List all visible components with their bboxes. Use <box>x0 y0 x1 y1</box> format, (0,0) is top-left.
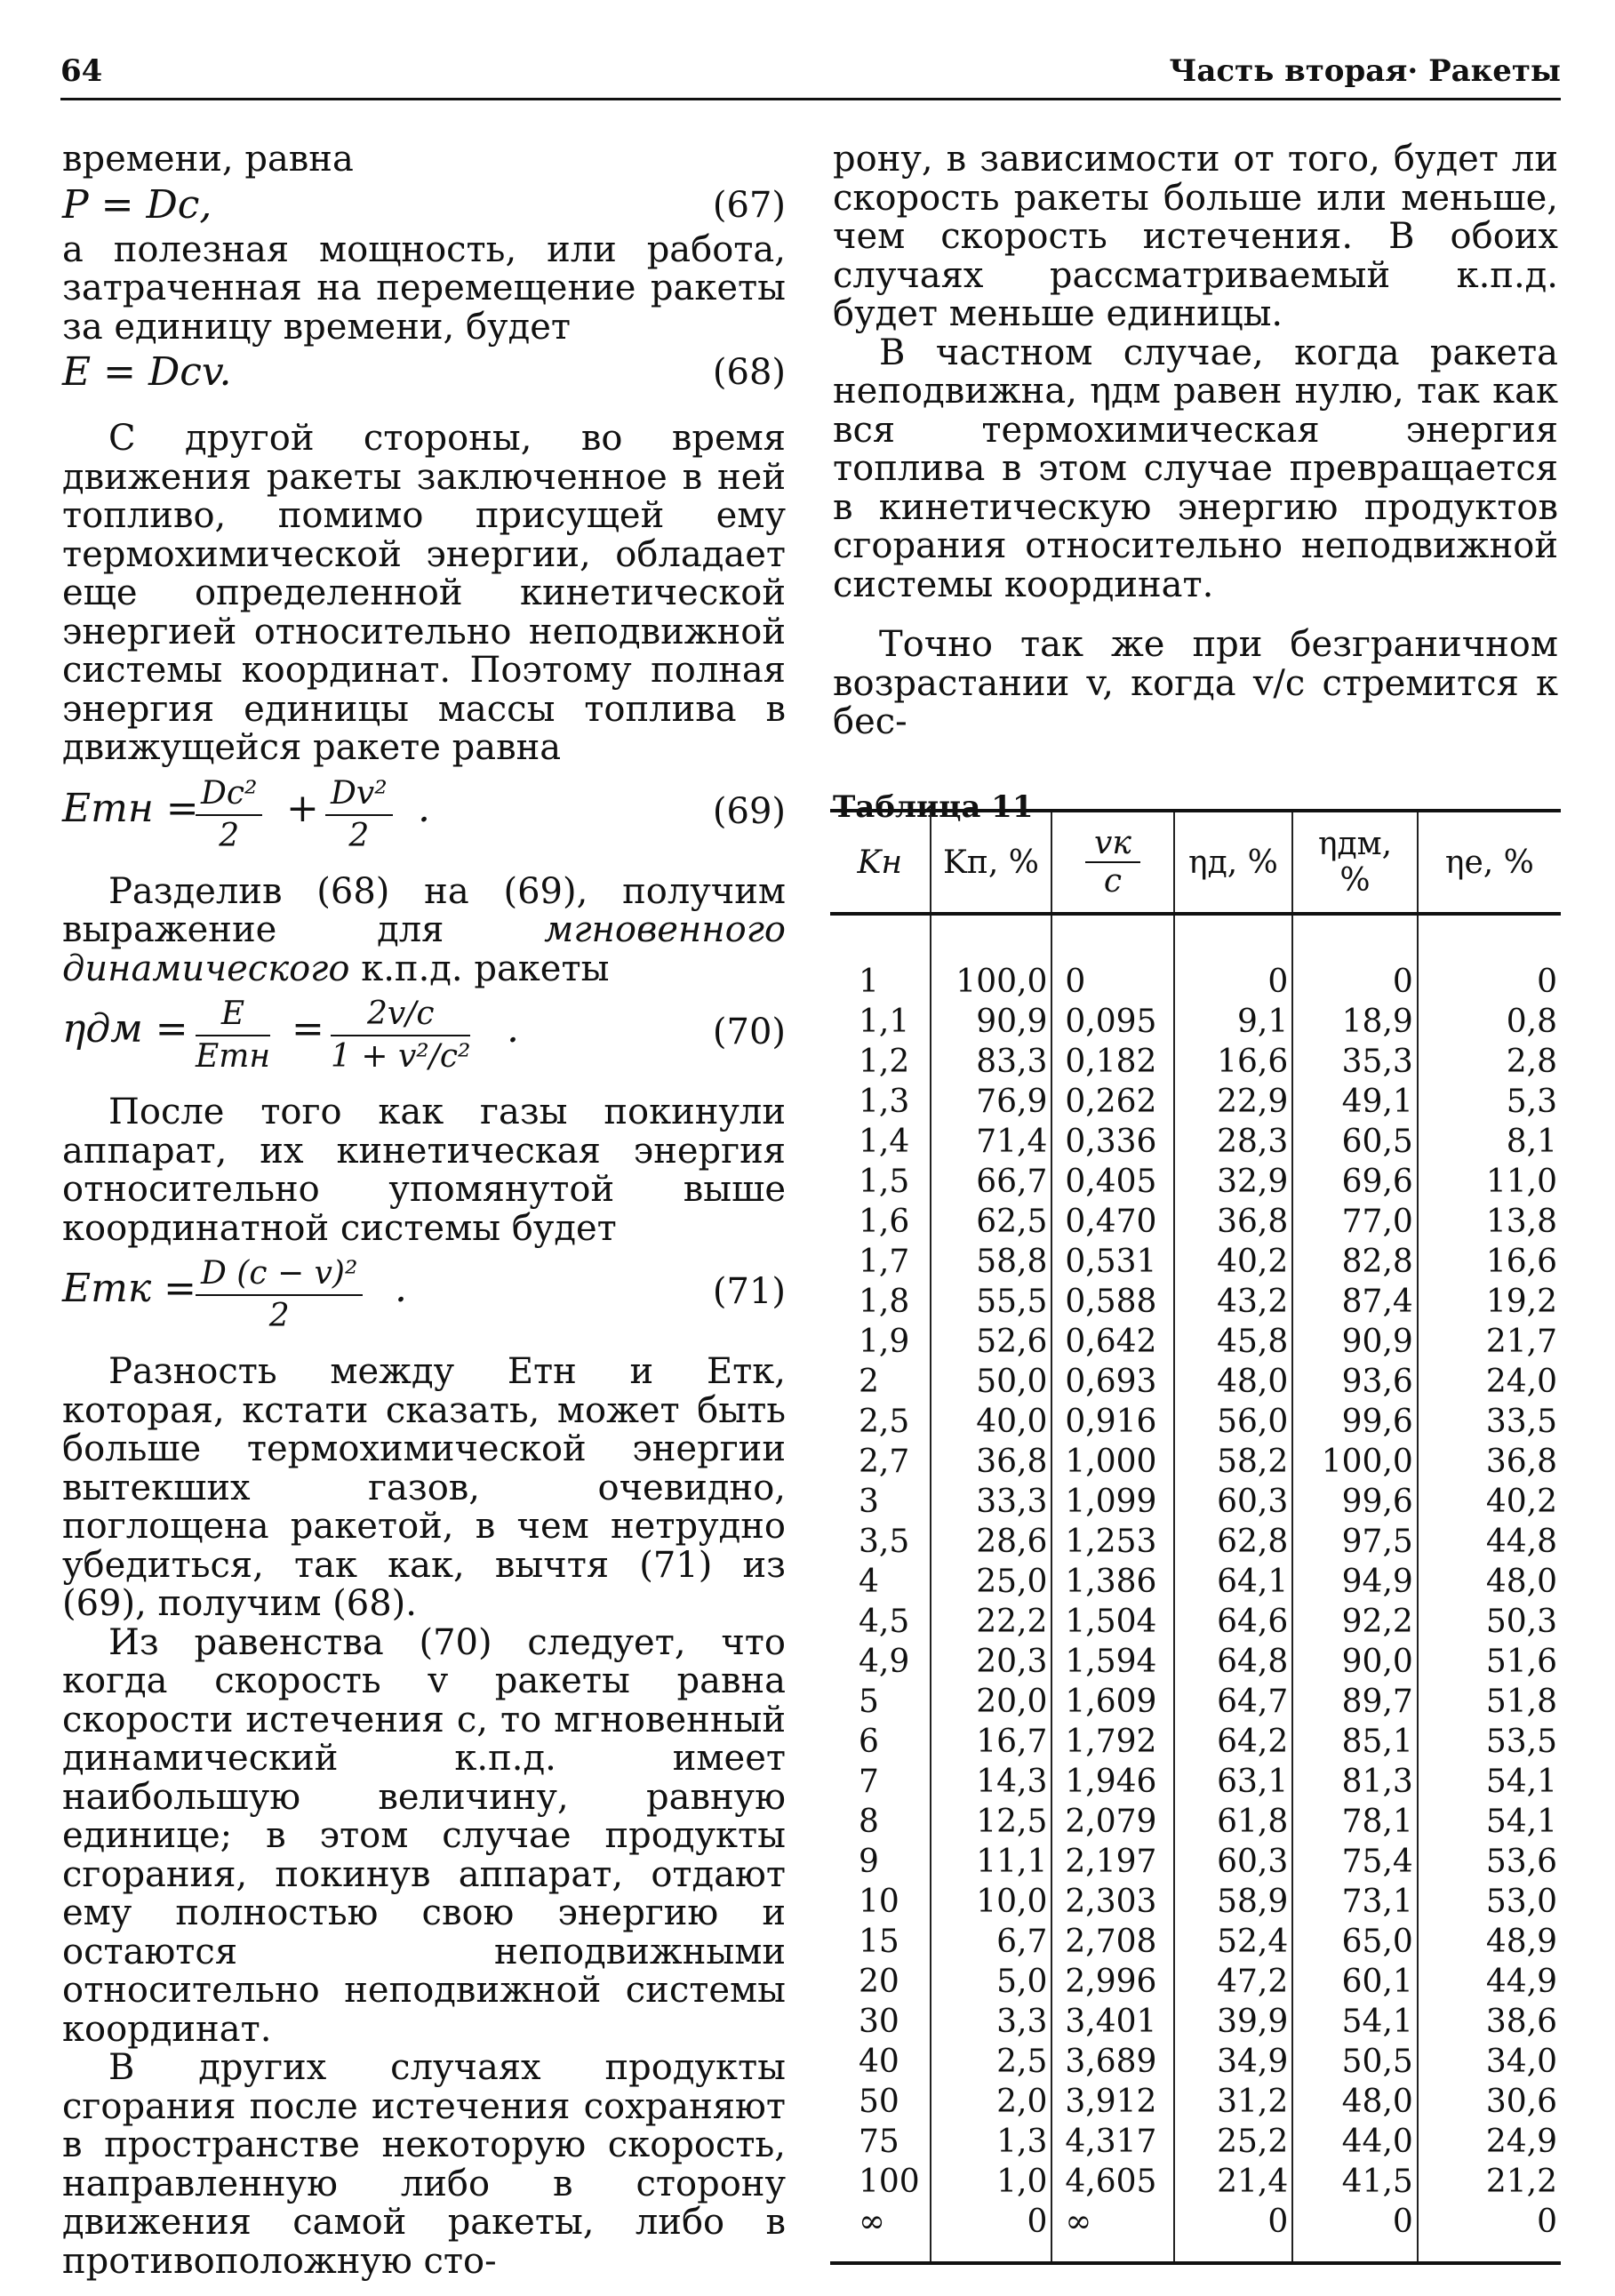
table-cell: 19,2 <box>1418 1282 1561 1322</box>
table-cell: 99,6 <box>1292 1402 1418 1442</box>
table-cell: 54,1 <box>1292 2002 1418 2042</box>
table-row <box>830 2082 1561 2122</box>
table-row <box>830 1922 1561 1962</box>
table-row <box>830 1202 1561 1242</box>
table-cell: 0 <box>1174 2202 1293 2263</box>
table-row <box>830 1962 1561 2002</box>
table-row <box>830 2042 1561 2082</box>
table-cell: 1,2 <box>859 1044 910 1080</box>
left-column <box>62 140 786 2281</box>
table-cell: 40,0 <box>931 1402 1052 1442</box>
paragraph: а полезная мощность, или работа, затраченная на перемещение ракеты за единицу времени, будет <box>62 228 786 348</box>
table-cell: 20,0 <box>931 1682 1052 1722</box>
table-cell: 90,9 <box>1292 1322 1418 1362</box>
table-cell: 64,6 <box>1174 1602 1293 1642</box>
table-cell: 63,1 <box>1174 1762 1293 1802</box>
table-row <box>830 1882 1561 1922</box>
table-cell: 15 <box>859 1924 899 1960</box>
table-cell: 76,9 <box>931 1082 1052 1122</box>
table-cell: 0,262 <box>1051 1082 1173 1122</box>
table-cell: 41,5 <box>1292 2162 1418 2202</box>
table-cell: 40 <box>859 2044 899 2080</box>
equation-number: (67) <box>712 184 786 226</box>
table-cell: 60,1 <box>1292 1962 1418 2002</box>
table-cell: 0,405 <box>1051 1162 1173 1202</box>
table-cell: 16,7 <box>931 1722 1052 1762</box>
paragraph: времени, равна <box>62 139 354 180</box>
table-row <box>830 1722 1561 1762</box>
equation-68 <box>62 347 786 398</box>
table-cell: 28,6 <box>931 1522 1052 1562</box>
table-cell: 5,3 <box>1418 1082 1561 1122</box>
table-cell: 1,5 <box>859 1164 910 1200</box>
table-cell: 2,708 <box>1051 1922 1173 1962</box>
equation-70 <box>62 988 786 1093</box>
table-cell: 51,8 <box>1418 1682 1561 1722</box>
table-cell: 50,0 <box>931 1362 1052 1402</box>
table-cell: 28,3 <box>1174 1122 1293 1162</box>
table-cell: 75,4 <box>1292 1842 1418 1882</box>
table-cell: 2,303 <box>1051 1882 1173 1922</box>
table-cell: 25,2 <box>1174 2122 1293 2162</box>
table-cell: 2,996 <box>1051 1962 1173 2002</box>
table-cell: 44,0 <box>1292 2122 1418 2162</box>
table-cell: 0 <box>1292 914 1418 1002</box>
equation-67 <box>62 180 786 231</box>
table-cell: 1,594 <box>1051 1642 1173 1682</box>
table-cell: 25,0 <box>931 1562 1052 1602</box>
table-row <box>830 1642 1561 1682</box>
table-cell: 71,4 <box>931 1122 1052 1162</box>
table-cell: 36,8 <box>1418 1442 1561 1482</box>
table-cell: 4 <box>859 1564 879 1600</box>
table-cell: 49,1 <box>1292 1082 1418 1122</box>
table-cell: 10,0 <box>931 1882 1052 1922</box>
table-cell: 78,1 <box>1292 1802 1418 1842</box>
table-cell: 2,197 <box>1051 1842 1173 1882</box>
table-cell: 55,5 <box>931 1282 1052 1322</box>
table-cell: 90,9 <box>931 1002 1052 1042</box>
table-cell: 2,079 <box>1051 1802 1173 1842</box>
table-row <box>830 1042 1561 1082</box>
text: Разделив (68) на (69), получим выражение для <box>62 870 786 950</box>
page-number: 64 <box>60 53 103 89</box>
header-line: ηдм, <box>1317 826 1393 862</box>
table-cell: 16,6 <box>1418 1242 1561 1282</box>
equals-sign: = <box>292 1006 324 1052</box>
table-cell: 58,2 <box>1174 1442 1293 1482</box>
paragraph: В частном случае, когда ракета неподвижна, ηдм равен нулю, так как вся термохимическая энергия топлива в этом случае превращается в кинетическую энергию продуктов сгорания относительно неподвижной системы координат. <box>833 332 1558 605</box>
table-cell: 54,1 <box>1418 1802 1561 1842</box>
emphasis: мгновенного динамического <box>62 909 786 989</box>
table-cell: 0 <box>1051 914 1173 1002</box>
table-cell: 2,5 <box>859 1404 910 1440</box>
table-cell: 11,0 <box>1418 1162 1561 1202</box>
table-header-row <box>830 811 1561 914</box>
table-cell: 0 <box>931 2202 1052 2263</box>
table-row <box>830 1562 1561 1602</box>
table-cell: 22,2 <box>931 1602 1052 1642</box>
table-cell: 6 <box>859 1724 879 1760</box>
table-cell: 0,916 <box>1051 1402 1173 1442</box>
table-cell: 1,8 <box>859 1284 910 1320</box>
table-cell: 0,470 <box>1051 1202 1173 1242</box>
table-cell: 13,8 <box>1418 1202 1561 1242</box>
table-cell: 53,6 <box>1418 1842 1561 1882</box>
right-column <box>833 140 1558 827</box>
table-row <box>830 1482 1561 1522</box>
table-cell: 33,3 <box>931 1482 1052 1522</box>
equation-number: (71) <box>712 1271 786 1312</box>
table-row <box>830 1802 1561 1842</box>
table-cell: 73,1 <box>1292 1882 1418 1922</box>
table-cell: 97,5 <box>1292 1522 1418 1562</box>
denominator: 2 <box>348 817 370 854</box>
table-row <box>830 1442 1561 1482</box>
numerator: E <box>196 994 270 1036</box>
table-cell: 3,912 <box>1051 2082 1173 2122</box>
table-cell: 21,4 <box>1174 2162 1293 2202</box>
table-cell: 3,689 <box>1051 2042 1173 2082</box>
equation-number: (68) <box>712 352 786 393</box>
table-cell: 24,0 <box>1418 1362 1561 1402</box>
table-cell: 0 <box>1292 2202 1418 2263</box>
period: . <box>395 1266 407 1311</box>
table-cell: 58,8 <box>931 1242 1052 1282</box>
table-cell: 77,0 <box>1292 1202 1418 1242</box>
table-cell: 32,9 <box>1174 1162 1293 1202</box>
table-cell: 75 <box>859 2124 899 2160</box>
paragraph: В других случаях продукты сгорания после истечения сохраняют в пространстве некоторую скорость, направленную либо в сторону движения самой ракеты, либо в противоположную сто- <box>62 2047 786 2282</box>
table-cell: 64,1 <box>1174 1562 1293 1602</box>
table-cell: 85,1 <box>1292 1722 1418 1762</box>
equation-71 <box>62 1248 786 1353</box>
table-cell: 1,386 <box>1051 1562 1173 1602</box>
table-row <box>830 1122 1561 1162</box>
table-cell: 64,2 <box>1174 1722 1293 1762</box>
table-cell: 24,9 <box>1418 2122 1561 2162</box>
table-row <box>830 1762 1561 1802</box>
col-header-eta-d: ηд, % <box>1174 811 1293 914</box>
table-cell: 52,4 <box>1174 1922 1293 1962</box>
table-cell: 48,9 <box>1418 1922 1561 1962</box>
table-cell: 94,9 <box>1292 1562 1418 1602</box>
table-cell: 48,0 <box>1174 1362 1293 1402</box>
table-cell: 10 <box>859 1884 899 1920</box>
table-row <box>830 1162 1561 1202</box>
header-numerator: vк <box>1085 825 1140 863</box>
denominator: 2 <box>219 817 240 854</box>
table-cell: 2,0 <box>931 2082 1052 2122</box>
table-cell: 44,9 <box>1418 1962 1561 2002</box>
table-cell: 21,7 <box>1418 1322 1561 1362</box>
table-cell: 1 <box>859 964 879 1000</box>
col-header-eta-dm <box>1292 811 1418 914</box>
table-row <box>830 1522 1561 1562</box>
table-cell: 8 <box>859 1804 879 1840</box>
table-cell: 35,3 <box>1292 1042 1418 1082</box>
table-cell: 0,588 <box>1051 1282 1173 1322</box>
table-cell: 31,2 <box>1174 2082 1293 2122</box>
col-header-eta-e: ηe, % <box>1418 811 1561 914</box>
table-cell: 2,8 <box>1418 1042 1561 1082</box>
table-cell: 52,6 <box>931 1322 1052 1362</box>
table-cell: 2,7 <box>859 1444 910 1480</box>
table-cell: 62,5 <box>931 1202 1052 1242</box>
equation-lhs: Eтк = <box>62 1266 196 1311</box>
equation-number: (70) <box>712 1012 786 1052</box>
fraction <box>331 994 470 1077</box>
table-cell: 60,3 <box>1174 1842 1293 1882</box>
table-row <box>830 1362 1561 1402</box>
table-cell: 1,1 <box>859 1004 910 1040</box>
table-cell: 33,5 <box>1418 1402 1561 1442</box>
equation-69 <box>62 768 786 873</box>
table-cell: 90,0 <box>1292 1642 1418 1682</box>
paragraph <box>62 870 786 989</box>
table-cell: 66,7 <box>931 1162 1052 1202</box>
table-cell: 30 <box>859 2004 899 2040</box>
table-cell: 1,7 <box>859 1244 910 1280</box>
table-cell: 8,1 <box>1418 1122 1561 1162</box>
table-cell: 1,000 <box>1051 1442 1173 1482</box>
table-cell: 30,6 <box>1418 2082 1561 2122</box>
table-cell: 12,5 <box>931 1802 1052 1842</box>
table-cell: 1,946 <box>1051 1762 1173 1802</box>
col-header-vk-c <box>1051 811 1173 914</box>
table-cell: 34,9 <box>1174 2042 1293 2082</box>
table-cell: 99,6 <box>1292 1482 1418 1522</box>
fraction <box>196 994 270 1077</box>
table-cell: 40,2 <box>1418 1482 1561 1522</box>
table-cell: 9 <box>859 1844 879 1880</box>
table-cell: 93,6 <box>1292 1362 1418 1402</box>
numerator: 2v/c <box>331 994 470 1036</box>
table-cell: 0,8 <box>1418 1002 1561 1042</box>
table-cell: ∞ <box>1051 2202 1173 2263</box>
table-row <box>830 2202 1561 2263</box>
table-cell: 58,9 <box>1174 1882 1293 1922</box>
table-cell: 34,0 <box>1418 2042 1561 2082</box>
numerator: D (c − v)² <box>196 1253 363 1296</box>
text: к.п.д. ракеты <box>361 948 610 989</box>
table-cell: 14,3 <box>931 1762 1052 1802</box>
table-cell: 3,3 <box>931 2002 1052 2042</box>
table-cell: 53,0 <box>1418 1882 1561 1922</box>
table-cell: 0,336 <box>1051 1122 1173 1162</box>
table-cell: 1,253 <box>1051 1522 1173 1562</box>
table-cell: 0,095 <box>1051 1002 1173 1042</box>
col-header-kp: Kп, % <box>931 811 1052 914</box>
table-cell: 39,9 <box>1174 2002 1293 2042</box>
table-cell: 100,0 <box>1292 1442 1418 1482</box>
table-cell: 11,1 <box>931 1842 1052 1882</box>
table-cell: 69,6 <box>1292 1162 1418 1202</box>
table-row <box>830 1602 1561 1642</box>
table-cell: 4,9 <box>859 1644 910 1680</box>
table-row <box>830 914 1561 1002</box>
equation-body: E = Dcv. <box>62 349 232 395</box>
table-cell: 18,9 <box>1292 1002 1418 1042</box>
header-denominator: c <box>1103 863 1123 900</box>
table-cell: 92,2 <box>1292 1602 1418 1642</box>
table-cell: 48,0 <box>1418 1562 1561 1602</box>
table-cell: 0,642 <box>1051 1322 1173 1362</box>
plus-sign: + <box>286 785 319 831</box>
table-cell: 100 <box>859 2164 920 2200</box>
table-cell: 7 <box>859 1764 879 1800</box>
table-cell: 62,8 <box>1174 1522 1293 1562</box>
data-table <box>830 809 1561 2265</box>
table-cell: 51,6 <box>1418 1642 1561 1682</box>
table-cell: 83,3 <box>931 1042 1052 1082</box>
fraction <box>325 773 393 857</box>
equation-number: (69) <box>712 790 786 832</box>
table-cell: 36,8 <box>931 1442 1052 1482</box>
table-cell: 82,8 <box>1292 1242 1418 1282</box>
table-cell: 0 <box>1418 2202 1561 2263</box>
period: . <box>418 785 430 831</box>
table-cell: 87,4 <box>1292 1282 1418 1322</box>
table-cell: 1,3 <box>931 2122 1052 2162</box>
table-cell: 54,1 <box>1418 1762 1561 1802</box>
col-header-kn: Kн <box>830 811 931 914</box>
table-row <box>830 1282 1561 1322</box>
paragraph: После того как газы покинули аппарат, их кинетическая энергия относительно упомянутой выше координатной системы будет <box>62 1092 786 1249</box>
table-cell: 65,0 <box>1292 1922 1418 1962</box>
table-cell: 21,2 <box>1418 2162 1561 2202</box>
table-cell: 81,3 <box>1292 1762 1418 1802</box>
equation-lhs: Eтн = <box>62 785 199 831</box>
table-row <box>830 1002 1561 1042</box>
table-cell: ∞ <box>830 2202 931 2263</box>
table-row <box>830 2002 1561 2042</box>
table-cell: 60,5 <box>1292 1122 1418 1162</box>
table-cell: 64,8 <box>1174 1642 1293 1682</box>
table-cell: 48,0 <box>1292 2082 1418 2122</box>
table-cell: 1,792 <box>1051 1722 1173 1762</box>
table-cell: 60,3 <box>1174 1482 1293 1522</box>
table-cell: 38,6 <box>1418 2002 1561 2042</box>
table-cell: 0 <box>1174 914 1293 1002</box>
paragraph: Из равенства (70) следует, что когда скорость v ракеты равна скорости истечения c, то мгновенный динамический к.п.д. имеет наибольшую величину, равную единице; в этом случае продукты сгорания, покинув аппарат, отдают ему полностью свою энергию и остаются неподвижными относительно неподвижной системы координат. <box>62 1621 786 2050</box>
table-cell: 50,3 <box>1418 1602 1561 1642</box>
table-cell: 3 <box>859 1484 879 1520</box>
table-cell: 47,2 <box>1174 1962 1293 2002</box>
table-cell: 0 <box>1418 914 1561 1002</box>
table-cell: 100,0 <box>931 914 1052 1002</box>
table-cell: 53,5 <box>1418 1722 1561 1762</box>
fraction <box>196 1253 363 1337</box>
table-cell: 64,7 <box>1174 1682 1293 1722</box>
table-cell: 1,099 <box>1051 1482 1173 1522</box>
paragraph: Разность между Eтн и Eтк, которая, кстати сказать, может быть больше термохимической энергии вытекших газов, очевидно, поглощена ракетой, в чем нетрудно убедиться, так как, вычтя (71) из (69), получим (68). <box>62 1351 786 1624</box>
table-row <box>830 2122 1561 2162</box>
table-cell: 0,531 <box>1051 1242 1173 1282</box>
table-cell: 2 <box>859 1364 879 1400</box>
table-cell: 1,6 <box>859 1204 910 1240</box>
running-title: Часть вторая· Ракеты <box>1169 53 1561 89</box>
numerator: Dc² <box>196 773 262 816</box>
paragraph: Точно так же при безграничном возрастании v, когда v/c стремится к бес- <box>833 624 1558 742</box>
table-cell: 1,9 <box>859 1324 910 1360</box>
table-cell: 4,317 <box>1051 2122 1173 2162</box>
table-cell: 40,2 <box>1174 1242 1293 1282</box>
paragraph: рону, в зависимости от того, будет ли скорость ракеты больше или меньше, чем скорость истечения. В обоих случаях рассматриваемый к.п.д. будет меньше единицы. <box>833 139 1558 334</box>
table-cell: 2,5 <box>931 2042 1052 2082</box>
table-row <box>830 1322 1561 1362</box>
table-cell: 1,0 <box>931 2162 1052 2202</box>
numerator: Dv² <box>325 773 393 816</box>
table-cell: 3,5 <box>859 1524 910 1560</box>
equation-lhs: ηдм = <box>62 1006 188 1052</box>
table-cell: 50,5 <box>1292 2042 1418 2082</box>
table-cell: 1,609 <box>1051 1682 1173 1722</box>
table-cell: 36,8 <box>1174 1202 1293 1242</box>
header-line: % <box>1339 862 1371 899</box>
table-caption: Таблица 11 <box>833 788 1034 825</box>
table-cell: 0,182 <box>1051 1042 1173 1082</box>
denominator: 2 <box>268 1298 290 1334</box>
period: . <box>507 1006 519 1052</box>
denominator: 1 + v²/c² <box>331 1038 471 1075</box>
table-cell: 6,7 <box>931 1922 1052 1962</box>
table-cell: 0,693 <box>1051 1362 1173 1402</box>
table-row <box>830 1682 1561 1722</box>
fraction <box>196 773 262 857</box>
table-cell: 4,5 <box>859 1604 910 1640</box>
table-cell: 44,8 <box>1418 1522 1561 1562</box>
table-cell: 16,6 <box>1174 1042 1293 1082</box>
table-row <box>830 1402 1561 1442</box>
table-cell: 9,1 <box>1174 1002 1293 1042</box>
table-cell: 20 <box>859 1964 899 2000</box>
table-row <box>830 1082 1561 1122</box>
table-body <box>830 914 1561 2263</box>
table-cell: 20,3 <box>931 1642 1052 1682</box>
page-header <box>60 52 1561 100</box>
table-cell: 5 <box>859 1684 879 1720</box>
table-cell: 56,0 <box>1174 1402 1293 1442</box>
table-cell: 43,2 <box>1174 1282 1293 1322</box>
table-cell: 1,4 <box>859 1124 910 1160</box>
table-cell: 50 <box>859 2084 899 2120</box>
table-cell: 45,8 <box>1174 1322 1293 1362</box>
table-cell: 3,401 <box>1051 2002 1173 2042</box>
denominator: Eтн <box>196 1038 271 1075</box>
table-cell: 1,504 <box>1051 1602 1173 1642</box>
table-cell: 5,0 <box>931 1962 1052 2002</box>
table-cell: 89,7 <box>1292 1682 1418 1722</box>
table-row <box>830 1242 1561 1282</box>
table-row <box>830 2162 1561 2202</box>
table-cell: 61,8 <box>1174 1802 1293 1842</box>
table-cell: 22,9 <box>1174 1082 1293 1122</box>
paragraph: С другой стороны, во время движения ракеты заключенное в ней топливо, помимо присущей ему термохимической энергии, обладает еще определенной кинетической энергией относительно неподвижной системы координат. Поэтому полная энергия единицы массы топлива в движущейся ракете равна <box>62 418 786 768</box>
equation-body: P = Dc, <box>62 181 212 228</box>
table-cell: 4,605 <box>1051 2162 1173 2202</box>
table-row <box>830 1842 1561 1882</box>
table-cell: 1,3 <box>859 1084 910 1120</box>
